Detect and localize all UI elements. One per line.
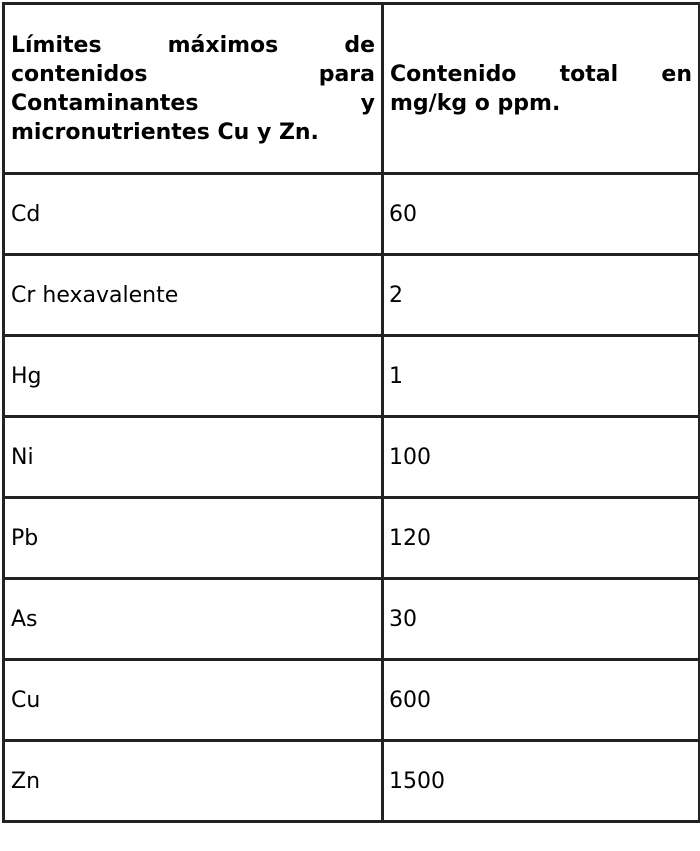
table-row (4, 336, 700, 417)
value-cell: 1500 (383, 741, 700, 822)
table-row (4, 498, 700, 579)
table-row (4, 255, 700, 336)
table-header-row (4, 4, 700, 174)
header-limits: Límites máximos de contenidos para Contaminantes y micronutrientes Cu y Zn. (4, 4, 383, 174)
element-cell: Cd (4, 174, 383, 255)
table-row (4, 579, 700, 660)
element-cell: Hg (4, 336, 383, 417)
value-cell: 120 (383, 498, 700, 579)
table-row (4, 660, 700, 741)
element-cell: Cr hexavalente (4, 255, 383, 336)
value-cell: 1 (383, 336, 700, 417)
element-cell: Ni (4, 417, 383, 498)
value-cell: 600 (383, 660, 700, 741)
table-row (4, 741, 700, 822)
limits-table (2, 2, 700, 823)
header-total-content: Contenido total en mg/kg o ppm. (383, 4, 700, 174)
element-cell: Zn (4, 741, 383, 822)
value-cell: 2 (383, 255, 700, 336)
value-cell: 100 (383, 417, 700, 498)
table-row (4, 174, 700, 255)
value-cell: 60 (383, 174, 700, 255)
element-cell: Pb (4, 498, 383, 579)
element-cell: As (4, 579, 383, 660)
value-cell: 30 (383, 579, 700, 660)
element-cell: Cu (4, 660, 383, 741)
table-row (4, 417, 700, 498)
